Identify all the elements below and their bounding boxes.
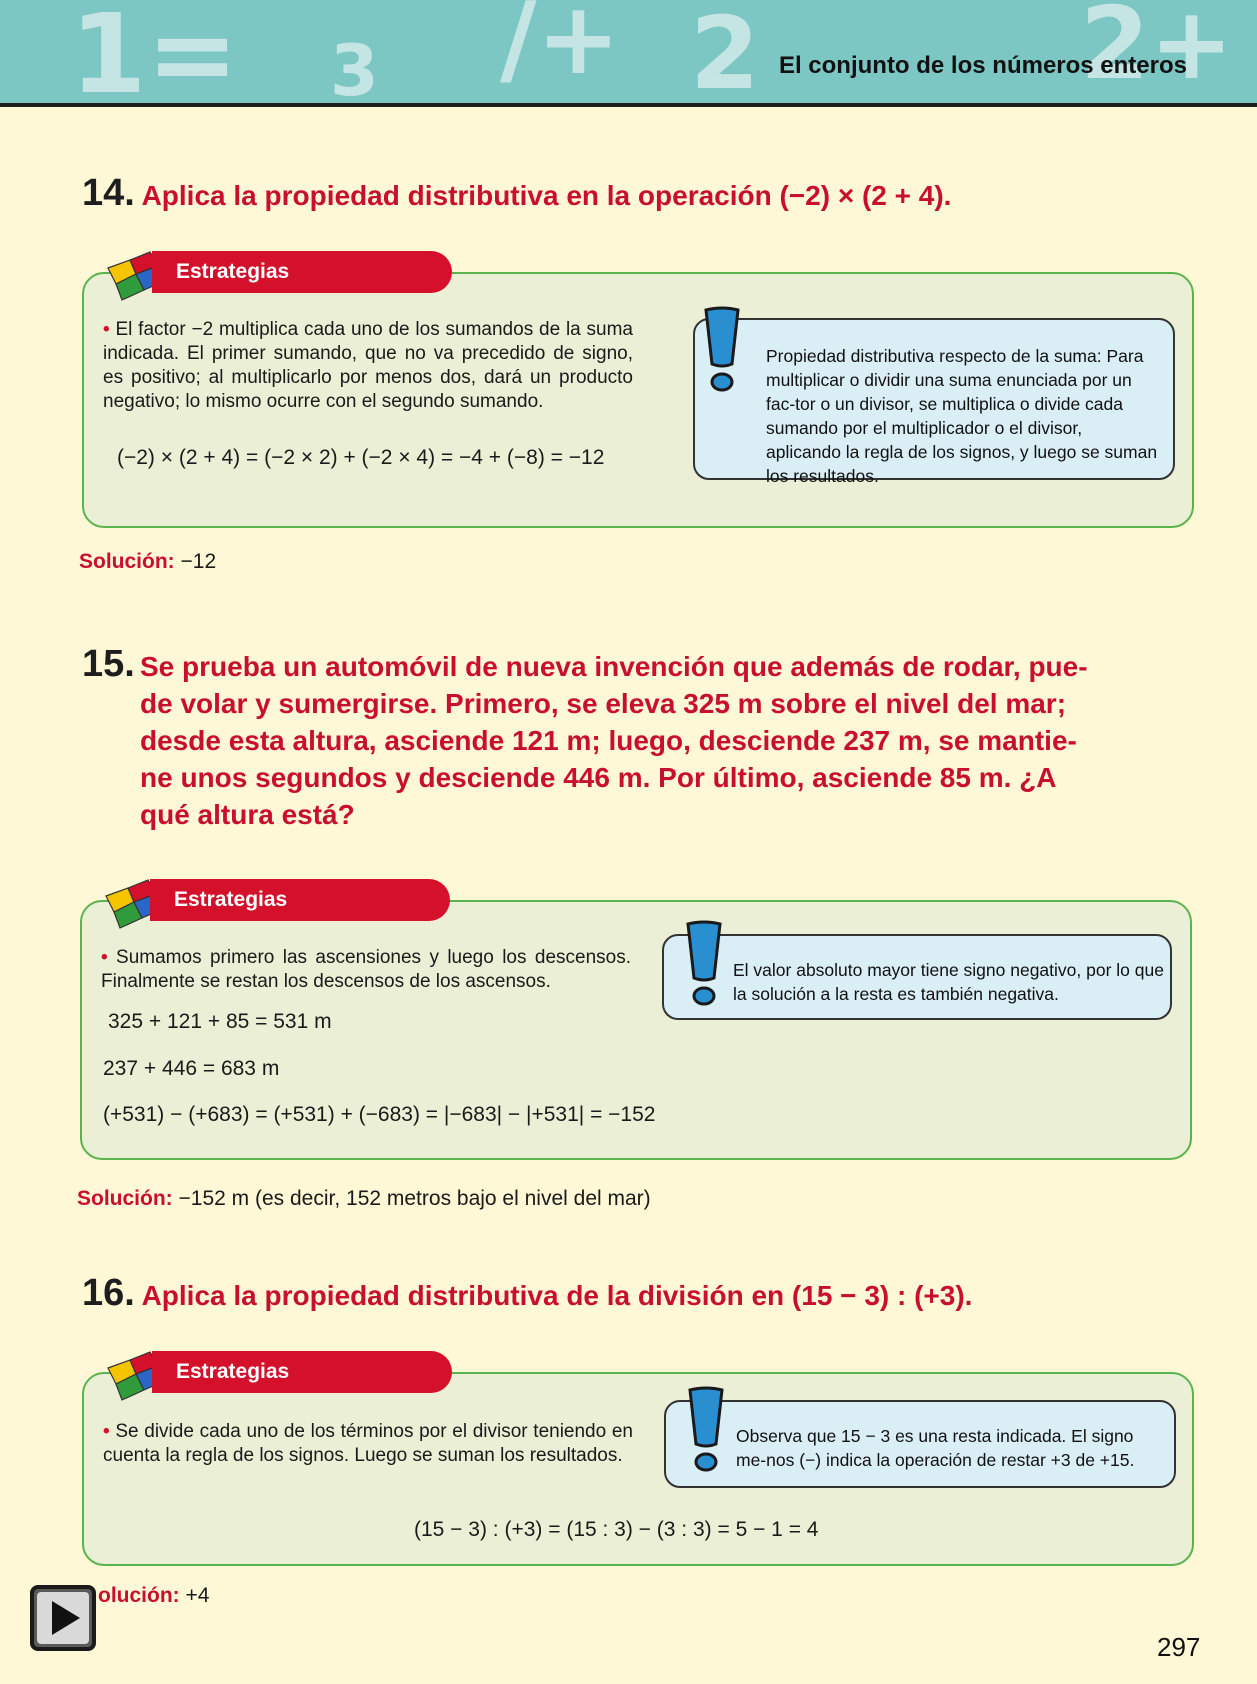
problem-15-title [82, 643, 1182, 833]
problem-number: 14. [82, 172, 135, 214]
exclamation-icon [684, 1386, 728, 1476]
note-text: Propiedad distributiva respecto de la suma: Para multiplicar o dividir una suma enunciada por un fac-tor o un divisor, se multiplica o divide cada sumando por el multiplicador o el divisor, aplicando la regla de los signos, y luego se suman los resultados. [766, 346, 1158, 486]
strategies-tab: Estrategias [152, 251, 452, 293]
problem-number: 16. [82, 1272, 135, 1314]
solution-value: −12 [180, 550, 217, 573]
solution-value: −152 m (es decir, 152 metros bajo el nivel del mar) [178, 1187, 651, 1210]
problem-statement-line: ne unos segundos y desciende 446 m. Por último, asciende 85 m. ¿A [140, 762, 1057, 793]
formula: 237 + 446 = 683 m [103, 1057, 280, 1080]
strategy-paragraph: Sumamos primero las ascensiones y luego los descensos. Finalmente se restan los descensos de los ascensos. [101, 947, 631, 992]
header-deco-text: 1= [70, 0, 239, 107]
header-deco-text: 3 [330, 30, 379, 107]
solution-label: olución: [98, 1584, 180, 1607]
formula: (+531) − (+683) = (+531) + (−683) = |−683| − |+531| = −152 [103, 1103, 656, 1126]
note-text: Observa que 15 − 3 es una resta indicada. El signo me-nos (−) indica la operación de restar +3 de +15. [736, 1426, 1135, 1470]
solution-16 [98, 1584, 209, 1608]
strategy-paragraph: Se divide cada uno de los términos por el divisor teniendo en cuenta la regla de los signos. Luego se suman los resultados. [103, 1421, 633, 1466]
problem-number: 15. [82, 643, 135, 685]
problem-statement-line: de volar y sumergirse. Primero, se eleva 325 m sobre el nivel del mar; [140, 688, 1067, 719]
formula: (−2) × (2 + 4) = (−2 × 2) + (−2 × 4) = −4 + (−8) = −12 [117, 446, 605, 469]
problem-14-title [82, 172, 952, 214]
play-icon [34, 1589, 92, 1647]
solution-label: Solución: [77, 1187, 173, 1210]
problem-statement-line: qué altura está? [140, 799, 355, 830]
strategy-paragraph: El factor −2 multiplica cada uno de los sumandos de la suma indicada. El primer sumando, que no va precedido de signo, es positivo; al multiplicarlo por menos dos, dará un producto negativo; lo mismo ocurre con el segundo sumando. [103, 319, 633, 412]
problem-statement: Aplica la propiedad distributiva en la operación (−2) × (2 + 4). [141, 180, 952, 211]
problem-16-title [82, 1272, 973, 1314]
header-deco-text: 2 [690, 0, 760, 107]
formula: (15 − 3) : (+3) = (15 : 3) − (3 : 3) = 5 − 1 = 4 [414, 1518, 819, 1541]
chapter-title: El conjunto de los números enteros [778, 52, 1187, 79]
play-button[interactable] [30, 1585, 96, 1651]
bullet: • [103, 1421, 110, 1442]
formula: 325 + 121 + 85 = 531 m [108, 1010, 332, 1033]
problem-statement-line: desde esta altura, asciende 121 m; luego, desciende 237 m, se mantie- [140, 725, 1077, 756]
solution-14 [79, 550, 216, 574]
problem-statement-line: Se prueba un automóvil de nueva invención que además de rodar, pue- [140, 651, 1088, 682]
strategies-tab: Estrategias [152, 1351, 452, 1393]
header-deco-text: 2+ [1080, 0, 1234, 102]
strategy-text [103, 318, 633, 414]
strategies-tab: Estrategias [150, 879, 450, 921]
problem-statement: Aplica la propiedad distributiva de la división en (15 − 3) : (+3). [141, 1280, 973, 1311]
page-number: 297 [1157, 1632, 1201, 1662]
header-deco-text: /+ [500, 0, 621, 97]
strategy-text [101, 946, 631, 994]
solution-label: Solución: [79, 550, 175, 573]
solution-15 [77, 1187, 651, 1211]
exclamation-icon [682, 920, 726, 1010]
solution-value: +4 [185, 1584, 210, 1607]
bullet: • [103, 319, 110, 340]
note-text: El valor absoluto mayor tiene signo negativo, por lo que la solución a la resta es también negativa. [733, 960, 1164, 1004]
bullet: • [101, 947, 108, 968]
header-band [0, 0, 1257, 107]
strategy-text [103, 1420, 633, 1468]
exclamation-icon [700, 306, 744, 396]
